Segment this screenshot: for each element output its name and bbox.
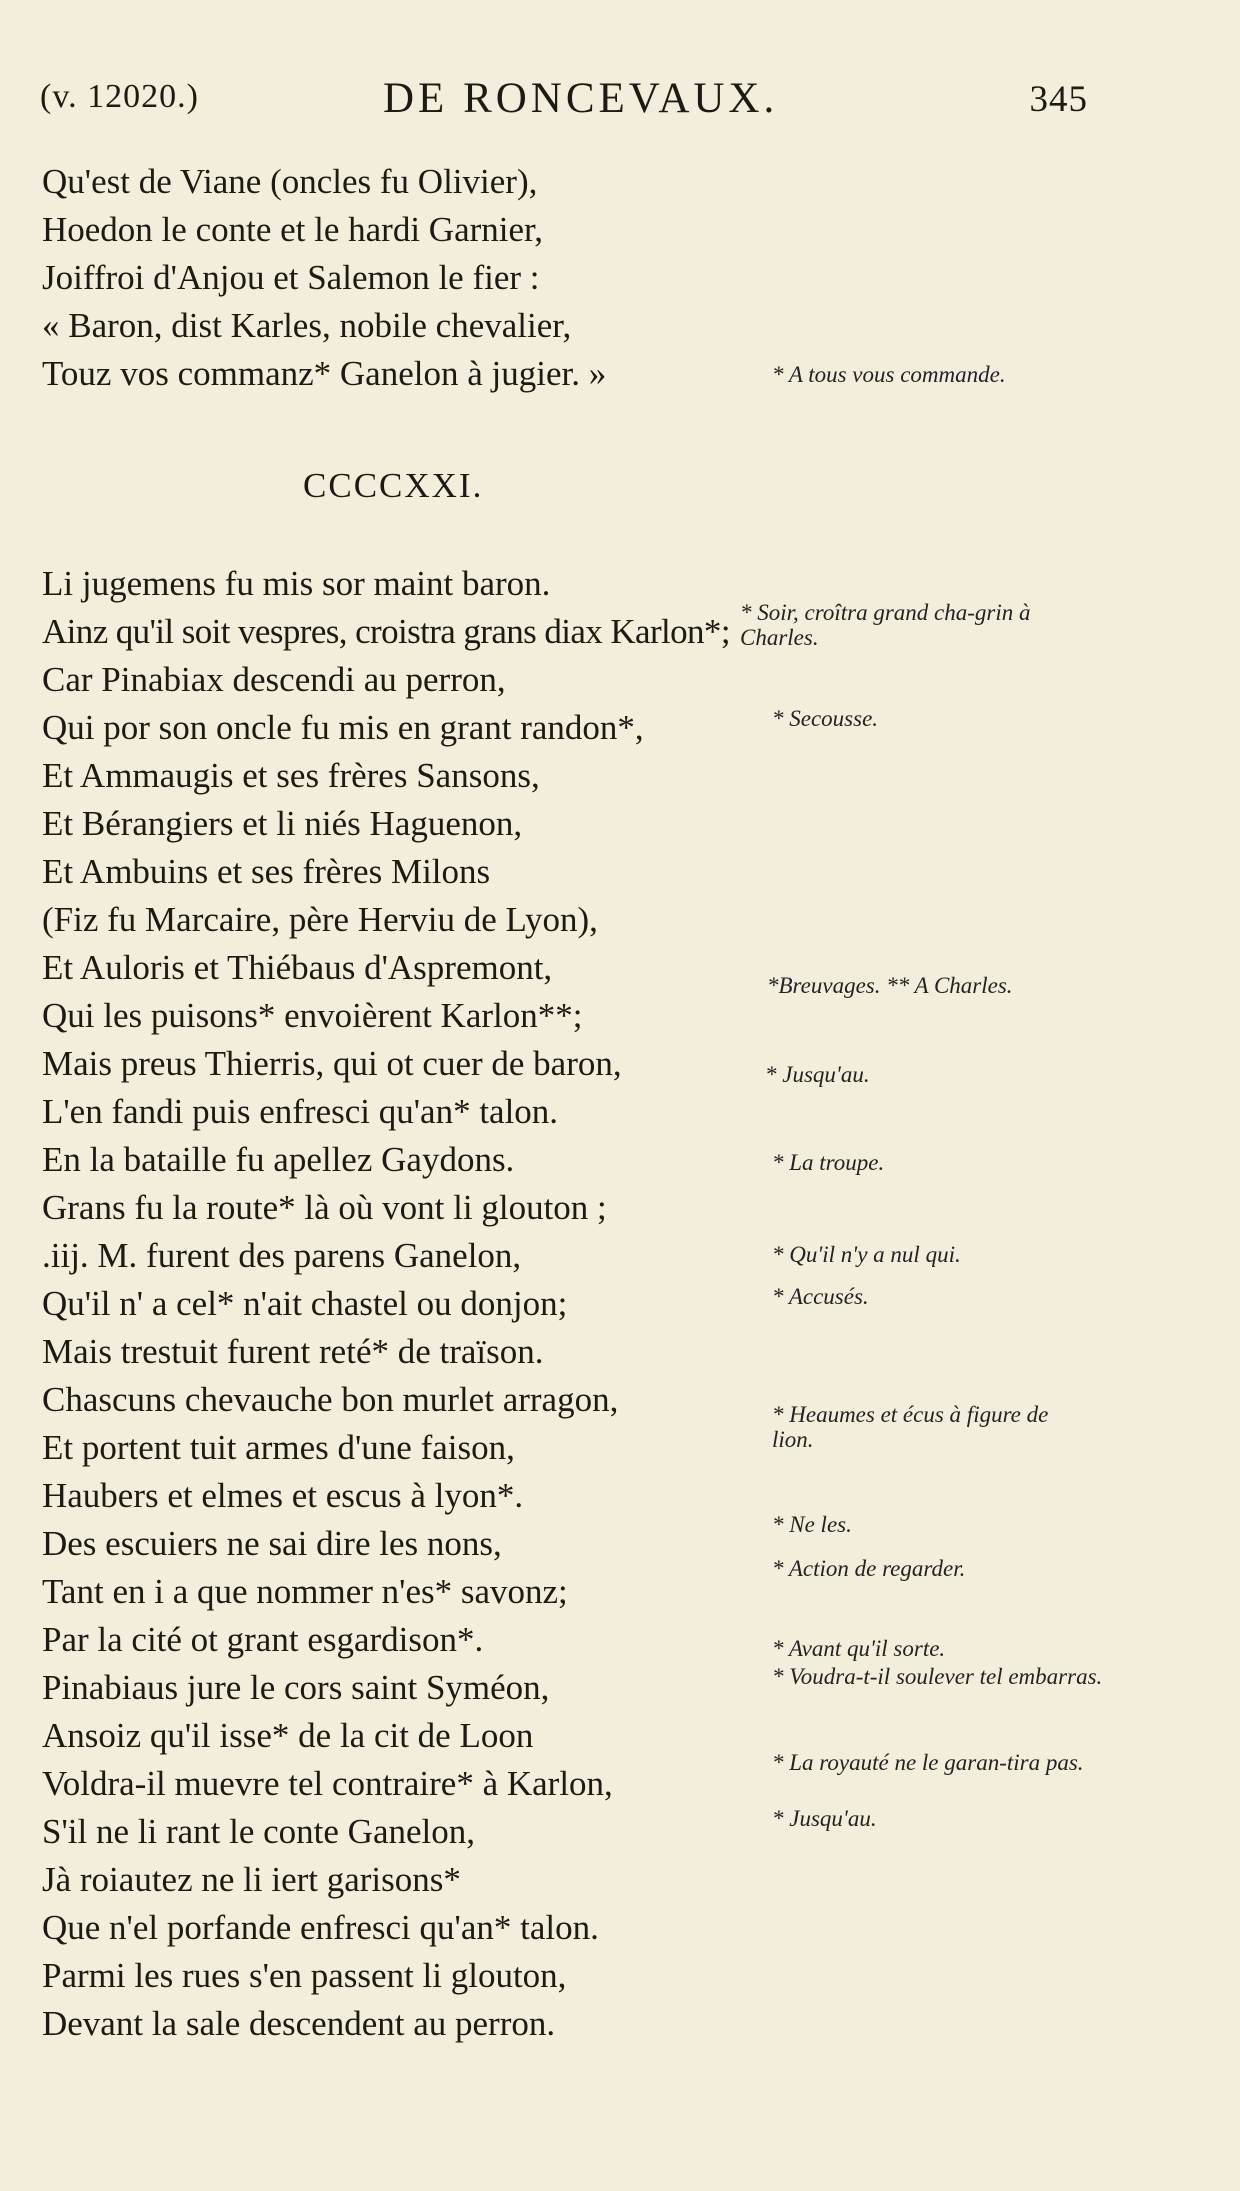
- margin-note: * Action de regarder.: [772, 1556, 966, 1581]
- margin-note: * La royauté ne le garan-tira pas.: [772, 1750, 1084, 1775]
- verse-line: Haubers et elmes et escus à lyon*.: [42, 1476, 524, 1515]
- verse-line: Parmi les rues s'en passent li glouton,: [42, 1956, 567, 1995]
- verse-line: Et portent tuit armes d'une faison,: [42, 1428, 515, 1467]
- verse-line: .iij. M. furent des parens Ganelon,: [42, 1236, 522, 1275]
- verse-line: Et Ambuins et ses frères Milons: [42, 852, 491, 891]
- margin-note: * A tous vous commande.: [772, 362, 1006, 387]
- verse-line: Li jugemens fu mis sor maint baron.: [42, 564, 551, 603]
- margin-note: *Breuvages. ** A Charles.: [767, 973, 1013, 998]
- section-heading: CCCCXXI.: [303, 466, 484, 505]
- verse-line: « Baron, dist Karles, nobile chevalier,: [42, 306, 572, 345]
- verse-line: Tant en i a que nommer n'es* savonz;: [42, 1572, 568, 1611]
- margin-note: * Heaumes et écus à figure de lion.: [772, 1402, 1049, 1452]
- verse-line: Car Pinabiax descendi au perron,: [42, 660, 506, 699]
- verse-line: Qu'est de Viane (oncles fu Olivier),: [42, 162, 538, 201]
- verse-line: Hoedon le conte et le hardi Garnier,: [42, 210, 544, 249]
- margin-note: * Soir, croîtra grand cha-grin à Charles.: [740, 600, 1031, 650]
- verse-line: En la bataille fu apellez Gaydons.: [42, 1140, 515, 1179]
- verse-line: (Fiz fu Marcaire, père Herviu de Lyon),: [42, 900, 598, 939]
- verse-line: Chascuns chevauche bon murlet arragon,: [42, 1380, 619, 1419]
- page-number: 345: [1029, 79, 1088, 120]
- verse-line: Devant la sale descendent au perron.: [42, 2004, 556, 2043]
- verse-range: (v. 12020.): [40, 78, 199, 115]
- verse-line: Ansoiz qu'il isse* de la cit de Loon: [42, 1716, 534, 1755]
- margin-note: * Secousse.: [772, 706, 879, 731]
- verse-line: Qui por son oncle fu mis en grant randon*,: [42, 708, 644, 747]
- verse-line: Grans fu la route* là où vont li glouton ;: [42, 1188, 607, 1227]
- verse-line: Voldra-il muevre tel contraire* à Karlon,: [42, 1764, 613, 1803]
- margin-note: * Voudra-t-il soulever tel embarras.: [772, 1664, 1103, 1689]
- verse-line: Joiffroi d'Anjou et Salemon le fier :: [42, 258, 540, 297]
- verse-line: Qui les puisons* envoièrent Karlon**;: [42, 996, 583, 1035]
- verse-line: Et Ammaugis et ses frères Sansons,: [42, 756, 540, 795]
- verse-line: S'il ne li rant le conte Ganelon,: [42, 1812, 475, 1851]
- verse-line: Touz vos commanz* Ganelon à jugier. »: [42, 354, 607, 393]
- verse-line: Par la cité ot grant esgardison*.: [42, 1620, 484, 1659]
- verse-line: L'en fandi puis enfresci qu'an* talon.: [42, 1092, 559, 1131]
- verse-line: Mais preus Thierris, qui ot cuer de baron,: [42, 1044, 622, 1083]
- margin-note: * Jusqu'au.: [765, 1062, 870, 1087]
- margin-note: * Ne les.: [772, 1512, 852, 1537]
- verse-line: Pinabiaus jure le cors saint Syméon,: [42, 1668, 550, 1707]
- verse-line: Qu'il n' a cel* n'ait chastel ou donjon;: [42, 1284, 568, 1323]
- verse-line: Et Auloris et Thiébaus d'Aspremont,: [42, 948, 553, 987]
- margin-note: * Accusés.: [772, 1284, 869, 1309]
- verse-line: Jà roiautez ne li iert garisons*: [42, 1860, 461, 1899]
- verse-line: Que n'el porfande enfresci qu'an* talon.: [42, 1908, 599, 1947]
- verse-line: Des escuiers ne sai dire les nons,: [42, 1524, 502, 1563]
- margin-note: * Jusqu'au.: [772, 1806, 877, 1831]
- margin-note: * Avant qu'il sorte.: [772, 1636, 946, 1661]
- margin-note: * La troupe.: [772, 1150, 885, 1175]
- margin-note: * Qu'il n'y a nul qui.: [772, 1242, 961, 1267]
- verse-line: Ainz qu'il soit vespres, croistra grans diax Karlon*;: [42, 612, 730, 651]
- verse-line: Et Bérangiers et li niés Haguenon,: [42, 804, 523, 843]
- running-title: DE RONCEVAUX.: [383, 75, 779, 122]
- verse-line: Mais trestuit furent reté* de traïson.: [42, 1332, 544, 1371]
